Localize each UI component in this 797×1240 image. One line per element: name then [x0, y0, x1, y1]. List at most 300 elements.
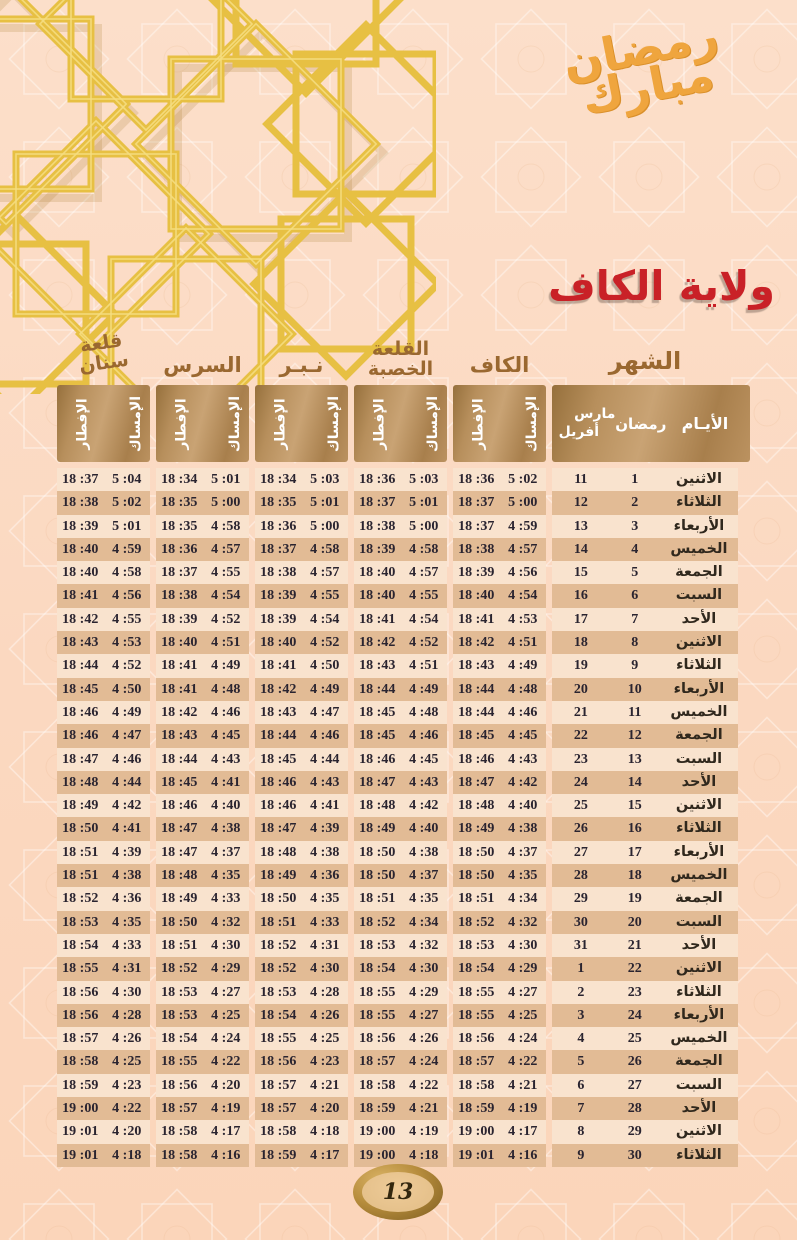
times-cell [354, 911, 447, 934]
iftar-time: 18 :49 [161, 891, 198, 907]
weekday-name: السبت [675, 913, 723, 930]
imsak-time: 4 :48 [211, 681, 241, 697]
iftar-label: الإفطار [173, 397, 190, 450]
times-cell [57, 584, 150, 607]
iftar-time: 18 :52 [260, 961, 297, 977]
iftar-time: 18 :55 [161, 1054, 198, 1070]
ramadan-day: 8 [631, 635, 639, 651]
imsak-time: 4 :31 [310, 937, 340, 953]
times-cell [453, 794, 546, 817]
times-cell [156, 771, 249, 794]
ramadan-day: 14 [627, 774, 642, 790]
city-header-sers: السرس [163, 352, 242, 377]
imsak-time: 4 :54 [508, 588, 538, 604]
times-cell [255, 701, 348, 724]
imsak-time: 4 :58 [409, 541, 439, 557]
iftar-time: 18 :53 [161, 1007, 198, 1023]
imsak-time: 4 :37 [409, 868, 439, 884]
iftar-time: 18 :46 [62, 728, 99, 744]
times-cell [156, 911, 249, 934]
iftar-time: 18 :52 [62, 891, 99, 907]
times-cell [255, 1097, 348, 1120]
month-cell [552, 1074, 738, 1097]
iftar-time: 18 :51 [458, 891, 495, 907]
imsak-time: 4 :38 [310, 844, 340, 860]
imsak-time: 4 :30 [508, 937, 538, 953]
iftar-time: 18 :53 [359, 937, 396, 953]
times-cell [354, 957, 447, 980]
iftar-time: 18 :54 [260, 1007, 297, 1023]
iftar-time: 18 :39 [458, 565, 495, 581]
times-cell [354, 538, 447, 561]
times-cell [453, 538, 546, 561]
imsak-time: 4 :25 [508, 1007, 538, 1023]
imsak-time: 4 :32 [211, 914, 241, 930]
gregorian-date: 12 [573, 495, 588, 511]
iftar-time: 18 :54 [359, 961, 396, 977]
imsak-time: 5 :04 [112, 472, 142, 487]
iftar-time: 18 :46 [260, 774, 297, 790]
times-cell [255, 1120, 348, 1143]
imsak-time: 4 :49 [310, 681, 340, 697]
table-row [57, 748, 738, 771]
imsak-time: 4 :39 [112, 844, 142, 860]
imsak-time: 4 :46 [508, 704, 538, 720]
city-header-kef: الكاف [469, 352, 530, 377]
times-cell [57, 1144, 150, 1167]
times-cell [453, 468, 546, 491]
times-cell [57, 631, 150, 654]
imsak-time: 4 :59 [112, 541, 142, 557]
iftar-time: 18 :38 [161, 588, 198, 604]
iftar-time: 18 :43 [260, 704, 297, 720]
times-cell [57, 678, 150, 701]
iftar-time: 18 :41 [62, 588, 99, 604]
table-row [57, 515, 738, 538]
imsak-time: 4 :25 [310, 1031, 340, 1047]
times-cell [156, 1050, 249, 1073]
times-cell [354, 491, 447, 514]
gregorian-date: 5 [577, 1054, 585, 1070]
times-cell [453, 584, 546, 607]
imsak-time: 4 :59 [508, 518, 538, 534]
imsak-time: 4 :45 [409, 751, 439, 767]
imsak-time: 4 :52 [409, 635, 439, 651]
header-cell-kef [453, 385, 546, 462]
imsak-time: 4 :47 [310, 704, 340, 720]
imsak-time: 4 :47 [112, 728, 142, 744]
header-cell-sers [156, 385, 249, 462]
imsak-time: 4 :30 [112, 984, 142, 1000]
iftar-label: الإفطار [272, 397, 289, 450]
times-cell [57, 794, 150, 817]
iftar-time: 18 :46 [62, 704, 99, 720]
times-cell [354, 468, 447, 491]
imsak-time: 4 :54 [409, 611, 439, 627]
weekday-name: السبت [675, 587, 723, 604]
weekday-name: الأحد [681, 1100, 717, 1117]
imsak-time: 4 :46 [211, 704, 241, 720]
imsak-time: 4 :35 [409, 891, 439, 907]
iftar-time: 18 :46 [161, 798, 198, 814]
imsak-time: 4 :24 [211, 1031, 241, 1047]
iftar-time: 18 :38 [260, 565, 297, 581]
month-cell [552, 608, 738, 631]
times-cell [354, 887, 447, 910]
table-row [57, 1004, 738, 1027]
times-cell [57, 468, 150, 491]
imsak-time: 4 :22 [211, 1054, 241, 1070]
iftar-header [354, 385, 405, 462]
iftar-time: 18 :43 [359, 658, 396, 674]
imsak-time: 4 :18 [310, 1124, 340, 1140]
iftar-time: 18 :54 [161, 1031, 198, 1047]
times-cell [453, 491, 546, 514]
imsak-time: 4 :21 [409, 1101, 439, 1117]
iftar-time: 18 :47 [260, 821, 297, 837]
times-cell [255, 841, 348, 864]
weekday-name: الاثنين [675, 960, 722, 977]
imsak-time: 4 :20 [310, 1101, 340, 1117]
times-cell [57, 817, 150, 840]
month-cell [552, 561, 738, 584]
imsak-time: 4 :41 [211, 774, 241, 790]
times-cell [57, 1027, 150, 1050]
ramadan-day: 27 [627, 1077, 642, 1093]
city-header-kalaat-senan: قلعة سنان [77, 329, 131, 378]
imsak-time: 4 :45 [211, 728, 241, 744]
ramadan-day: 19 [627, 891, 642, 907]
iftar-time: 18 :56 [260, 1054, 297, 1070]
imsak-time: 4 :53 [508, 611, 538, 627]
month-cell [552, 1004, 738, 1027]
iftar-time: 18 :48 [458, 798, 495, 814]
times-cell [354, 584, 447, 607]
month-cell [552, 887, 738, 910]
iftar-time: 18 :51 [359, 891, 396, 907]
iftar-time: 18 :44 [260, 728, 297, 744]
imsak-time: 4 :23 [310, 1054, 340, 1070]
header-cell-kalaa-khasba [354, 385, 447, 462]
iftar-time: 18 :42 [260, 681, 297, 697]
times-cell [156, 701, 249, 724]
iftar-time: 18 :38 [359, 518, 396, 534]
iftar-time: 18 :47 [161, 844, 198, 860]
weekday-name: الجمعة [675, 564, 723, 581]
iftar-label: الإفطار [470, 397, 487, 450]
imsak-time: 4 :40 [211, 798, 241, 814]
times-cell [156, 934, 249, 957]
iftar-time: 18 :59 [260, 1147, 297, 1163]
times-cell [255, 794, 348, 817]
imsak-time: 4 :32 [508, 914, 538, 930]
gregorian-date: 4 [577, 1031, 585, 1047]
month-cell [552, 631, 738, 654]
iftar-time: 18 :46 [260, 798, 297, 814]
weekday-name: الخميس [670, 867, 728, 884]
imsak-time: 4 :30 [409, 961, 439, 977]
imsak-time: 4 :51 [409, 658, 439, 674]
times-cell [156, 678, 249, 701]
gregorian-date: 26 [573, 821, 588, 837]
iftar-time: 18 :47 [458, 774, 495, 790]
ramadan-day: 24 [627, 1007, 642, 1023]
iftar-time: 18 :55 [260, 1031, 297, 1047]
times-cell [255, 864, 348, 887]
imsak-time: 4 :17 [310, 1147, 340, 1163]
days-column-label: الأيـام [681, 414, 729, 433]
page-title: ولاية الكاف [548, 262, 775, 310]
times-cell [255, 654, 348, 677]
iftar-time: 18 :40 [62, 541, 99, 557]
imsak-time: 4 :39 [310, 821, 340, 837]
iftar-time: 18 :51 [62, 844, 99, 860]
imsak-time: 4 :45 [508, 728, 538, 744]
ramadan-mubarak-calligraphy: رمضان مبارك [558, 6, 723, 125]
imsak-time: 5 :00 [508, 495, 538, 511]
times-cell [57, 981, 150, 1004]
gregorian-date: 21 [573, 704, 588, 720]
imsak-time: 4 :48 [508, 681, 538, 697]
gregorian-date: 14 [573, 541, 588, 557]
table-row [57, 678, 738, 701]
iftar-time: 18 :40 [359, 565, 396, 581]
iftar-time: 18 :54 [62, 937, 99, 953]
table-row [57, 934, 738, 957]
times-cell [156, 981, 249, 1004]
times-cell [255, 584, 348, 607]
table-row [57, 841, 738, 864]
times-cell [453, 631, 546, 654]
imsak-time: 4 :43 [310, 774, 340, 790]
city-header-nebeur: نـبـر [279, 352, 324, 377]
page-number: 13 [362, 1172, 434, 1212]
weekday-name: الأحد [681, 610, 717, 627]
iftar-time: 19 :00 [359, 1147, 396, 1163]
month-cell [552, 1097, 738, 1120]
iftar-time: 18 :43 [458, 658, 495, 674]
iftar-time: 18 :52 [359, 914, 396, 930]
iftar-time: 18 :42 [458, 635, 495, 651]
table-row [57, 538, 738, 561]
table-row [57, 1074, 738, 1097]
table-body [57, 468, 738, 1167]
imsak-time: 4 :57 [211, 541, 241, 557]
weekday-name: السبت [675, 750, 723, 767]
times-cell [354, 981, 447, 1004]
ramadan-day: 3 [631, 518, 639, 534]
gregorian-date: 23 [573, 751, 588, 767]
iftar-time: 18 :49 [458, 821, 495, 837]
imsak-time: 4 :38 [112, 868, 142, 884]
iftar-time: 18 :51 [161, 937, 198, 953]
times-cell [354, 1004, 447, 1027]
iftar-time: 18 :45 [260, 751, 297, 767]
weekday-name: الخميس [670, 540, 728, 557]
gregorian-date: 27 [573, 844, 588, 860]
times-cell [453, 561, 546, 584]
weekday-name: الثلاثاء [676, 494, 722, 511]
imsak-time: 4 :42 [508, 774, 538, 790]
imsak-time: 4 :28 [310, 984, 340, 1000]
imsak-time: 4 :16 [211, 1147, 241, 1163]
table-row [57, 1050, 738, 1073]
table-row [57, 701, 738, 724]
gregorian-date: 17 [573, 611, 588, 627]
month-cell [552, 584, 738, 607]
times-cell [453, 748, 546, 771]
times-cell [156, 887, 249, 910]
ramadan-day: 6 [631, 588, 639, 604]
times-cell [156, 515, 249, 538]
imsak-time: 4 :36 [112, 891, 142, 907]
city-names-row [57, 329, 738, 381]
times-cell [57, 701, 150, 724]
times-cell [453, 841, 546, 864]
times-cell [255, 1027, 348, 1050]
iftar-time: 18 :55 [458, 1007, 495, 1023]
iftar-time: 18 :38 [458, 541, 495, 557]
times-cell [57, 724, 150, 747]
iftar-time: 18 :55 [458, 984, 495, 1000]
iftar-time: 18 :46 [359, 751, 396, 767]
imsak-time: 4 :24 [409, 1054, 439, 1070]
weekday-name: الأحد [681, 936, 717, 953]
times-cell [57, 561, 150, 584]
iftar-time: 18 :50 [260, 891, 297, 907]
imsak-time: 4 :25 [211, 1007, 241, 1023]
iftar-time: 18 :36 [161, 541, 198, 557]
imsak-time: 4 :53 [112, 635, 142, 651]
times-cell [156, 1097, 249, 1120]
imsak-time: 4 :33 [211, 891, 241, 907]
times-cell [57, 911, 150, 934]
table-row [57, 654, 738, 677]
iftar-time: 18 :57 [62, 1031, 99, 1047]
times-cell [156, 864, 249, 887]
imsak-time: 4 :35 [211, 868, 241, 884]
times-cell [57, 538, 150, 561]
iftar-time: 18 :36 [260, 518, 297, 534]
imsak-time: 4 :58 [112, 565, 142, 581]
iftar-time: 18 :35 [161, 495, 198, 511]
iftar-time: 18 :50 [359, 844, 396, 860]
imsak-time: 4 :29 [409, 984, 439, 1000]
iftar-time: 18 :53 [62, 914, 99, 930]
times-cell [354, 934, 447, 957]
ramadan-day: 28 [627, 1101, 642, 1117]
imsak-time: 4 :49 [211, 658, 241, 674]
imsak-time: 4 :28 [112, 1007, 142, 1023]
times-cell [57, 864, 150, 887]
ramadan-day: 16 [627, 821, 642, 837]
imsak-time: 4 :24 [508, 1031, 538, 1047]
table-row [57, 771, 738, 794]
iftar-time: 18 :47 [62, 751, 99, 767]
iftar-time: 18 :35 [260, 495, 297, 511]
month-cell [552, 654, 738, 677]
month-cell [552, 911, 738, 934]
times-cell [354, 724, 447, 747]
times-cell [156, 1027, 249, 1050]
iftar-header [57, 385, 108, 462]
weekday-name: السبت [675, 1076, 723, 1093]
iftar-time: 18 :58 [260, 1124, 297, 1140]
weekday-name: الثلاثاء [676, 657, 722, 674]
iftar-time: 18 :44 [62, 658, 99, 674]
iftar-time: 18 :57 [260, 1077, 297, 1093]
iftar-time: 18 :58 [161, 1124, 198, 1140]
imsak-time: 4 :55 [310, 588, 340, 604]
iftar-time: 18 :57 [458, 1054, 495, 1070]
imsak-time: 4 :41 [112, 821, 142, 837]
times-cell [453, 887, 546, 910]
city-header-kalaa-khasba: القلعة الخصبة [367, 338, 434, 381]
imsak-time: 4 :35 [112, 914, 142, 930]
times-cell [255, 491, 348, 514]
imsak-time: 4 :49 [409, 681, 439, 697]
times-cell [453, 1074, 546, 1097]
ramadan-day: 21 [627, 937, 642, 953]
times-cell [255, 1074, 348, 1097]
ramadan-day: 23 [627, 984, 642, 1000]
iftar-time: 19 :01 [62, 1124, 99, 1140]
iftar-time: 18 :48 [62, 774, 99, 790]
times-cell [156, 748, 249, 771]
weekday-name: الاثنين [675, 471, 722, 487]
times-cell [57, 934, 150, 957]
month-cell [552, 1027, 738, 1050]
times-cell [255, 468, 348, 491]
times-cell [354, 817, 447, 840]
header-cell-nebeur [255, 385, 348, 462]
times-cell [453, 701, 546, 724]
iftar-time: 18 :36 [458, 472, 495, 487]
imsak-time: 5 :01 [409, 495, 439, 511]
weekday-name: الخميس [670, 703, 728, 720]
gregorian-date: 31 [573, 937, 588, 953]
table-row [57, 724, 738, 747]
gregorian-date: 25 [573, 798, 588, 814]
gregorian-date: 15 [573, 565, 588, 581]
iftar-time: 18 :45 [62, 681, 99, 697]
weekday-name: الأربعاء [673, 517, 725, 534]
imsak-time: 4 :38 [409, 844, 439, 860]
iftar-time: 19 :01 [458, 1147, 495, 1163]
weekday-name: الثلاثاء [676, 983, 722, 1000]
imsak-time: 5 :00 [310, 518, 340, 534]
iftar-header [255, 385, 306, 462]
imsak-time: 4 :52 [211, 611, 241, 627]
imsak-time: 4 :33 [112, 937, 142, 953]
weekday-name: الاثنين [675, 634, 722, 651]
gregorian-date: 29 [573, 891, 588, 907]
iftar-time: 18 :59 [62, 1077, 99, 1093]
times-cell [354, 771, 447, 794]
ramadan-day: 5 [631, 565, 639, 581]
weekday-name: الأربعاء [673, 843, 725, 860]
gregorian-date: 9 [577, 1147, 585, 1163]
gregorian-date: 8 [577, 1124, 585, 1140]
times-cell [57, 771, 150, 794]
imsak-time: 4 :31 [112, 961, 142, 977]
imsak-time: 4 :50 [112, 681, 142, 697]
iftar-time: 18 :37 [359, 495, 396, 511]
table-row [57, 957, 738, 980]
weekday-name: الثلاثاء [676, 820, 722, 837]
ramadan-day: 7 [631, 611, 639, 627]
times-cell [354, 561, 447, 584]
